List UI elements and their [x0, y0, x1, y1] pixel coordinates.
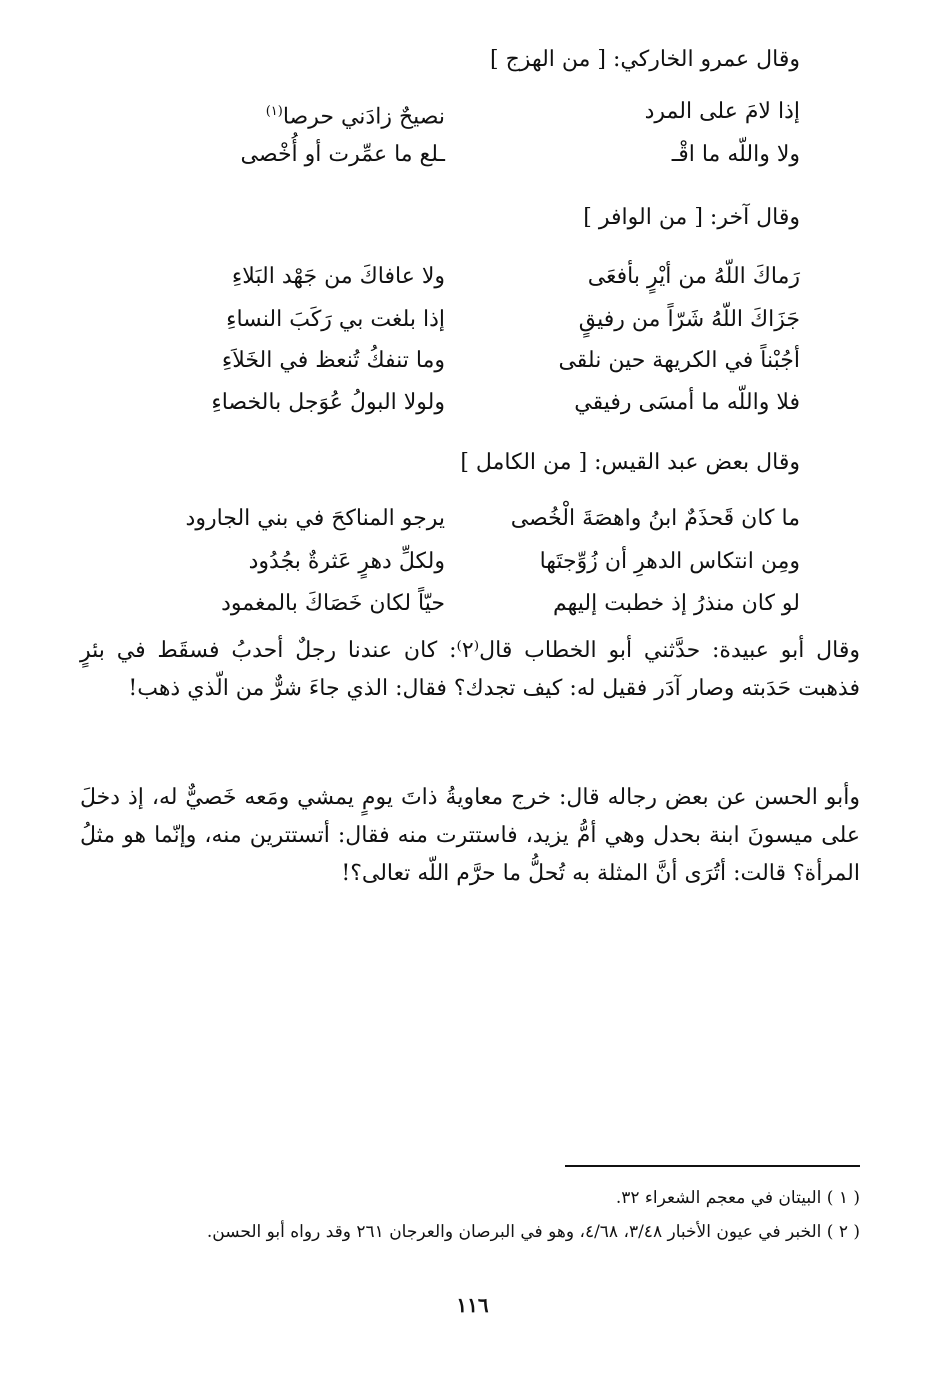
verse-3-2-second-hemistich: ولكلِّ دهرٍ عَثرةٌ بجُدُود: [248, 549, 445, 574]
verse-3-1-first-hemistich: ما كان قَحذَمٌ ابنُ واهصَةَ الْخُصى: [510, 506, 800, 531]
poem-intro-2: وقال آخر: [ من الوافر ]: [583, 205, 800, 230]
paragraph-abu-ubayda: وقال أبو عبيدة: حدَّثني أبو الخطاب قال⁽٢⁾: كان عندنا رجلٌ أحدبُ فسقَط في بئرٍ فذهبت حَدَبته وصار آدَر فقيل له: كيف تجدك؟ فقال: الذي جاءَ شرٌّ من الّذي ذهب!: [80, 638, 860, 701]
verse-2-4-second-hemistich: ولولا البولُ عُوَجل بالخصاءِ: [211, 390, 445, 415]
verse-2-1-first-hemistich: رَماكَ اللّهُ من أيْرٍ بأفعَى: [587, 264, 800, 289]
verse-3-1-second-hemistich: يرجو المناكحَ في بني الجارود: [185, 506, 445, 531]
page-number: ١١٦: [456, 1293, 489, 1317]
verse-1-1-second-hemistich: نصيحٌ زادَني حرصا$^{(١)}$: [265, 104, 445, 130]
verse-3-2-first-hemistich: ومِن انتكاس الدهرِ أن زُوِّجتَها: [539, 549, 800, 574]
footnote-rule: [565, 1165, 860, 1167]
verse-2-4-first-hemistich: فلا واللّه ما أمسَى رفيقي: [574, 390, 800, 415]
verse-2-1-second-hemistich: ولا عافاكَ من جَهْد البَلاءِ: [231, 264, 445, 289]
verse-2-2-first-hemistich: جَزَاكَ اللّهُ شَرّاً من رفيقٍ: [578, 307, 800, 332]
verse-2-2-second-hemistich: إذا بلغت بي رَكَبَ النساءِ: [226, 307, 445, 332]
poem-intro-1: وقال عمرو الخاركي: [ من الهزج ]: [490, 47, 800, 72]
footnote-1: ( ١ ) البيتان في معجم الشعراء ٣٢.: [615, 1188, 860, 1208]
verse-2-3-first-hemistich: أجُبْناً في الكريهة حين نلقى: [558, 348, 800, 373]
verse-1-2-first-hemistich: ولا واللّه ما اقْـ: [671, 142, 800, 167]
paragraph-abu-al-hasan: وأبو الحسن عن بعض رجاله قال: خرج معاويةُ ذاتَ يومٍ يمشي ومَعه خَصيٌّ له، إذ دخلَ على ميسونَ ابنة بحدل وهي أمُّ يزيد، فاستترت منه فقال: أتستترين منه، وإنّما هو مثلُ المرأة؟ قالت: أتُرَى أنَّ المثلة به تُحلُّ ما حرَّم اللّه تعالى؟!: [80, 785, 860, 886]
verse-1-1-first-hemistich: إذا لامَ على المرد: [644, 99, 800, 124]
verse-2-3-second-hemistich: وما تنفكُ تُنعظ في الخَلاَءِ: [221, 348, 445, 373]
footnote-2: ( ٢ ) الخبر في عيون الأخبار ٣/٤٨، ٤/٦٨، وهو في البرصان والعرجان ٢٦١ وقد رواه أبو الحسن.: [206, 1222, 860, 1242]
verse-1-2-second-hemistich: ـلع ما عمِّرت أو أُخْصى: [240, 142, 445, 167]
footnote-marker-1: (١): [265, 104, 283, 119]
verse-3-3-second-hemistich: حيّاً لكان خَصَاكَ بالمغمود: [221, 591, 445, 616]
verse-3-3-first-hemistich: لو كان منذرُ إذ خطبت إليهم: [553, 591, 800, 616]
poem-intro-3: وقال بعض عبد القيس: [ من الكامل ]: [460, 450, 800, 475]
